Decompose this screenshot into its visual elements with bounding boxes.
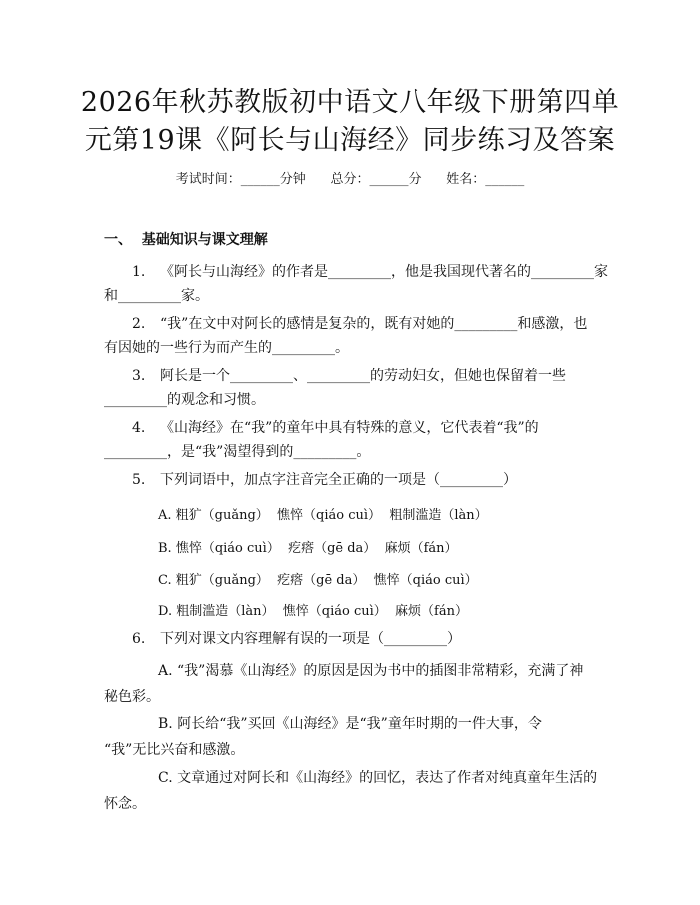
question-text-cont: _________的观念和习惯。 [104, 392, 265, 408]
question-text: 下列词语中，加点字注音完全正确的一项是（_________） [160, 472, 517, 488]
question-6 [104, 627, 594, 651]
question-text-cont: 和_________家。 [104, 288, 209, 304]
q6-option-c [104, 765, 598, 817]
question-number: 4. [132, 420, 146, 436]
question-number: 1. [132, 264, 146, 280]
question-text-cont: _________，是“我”渴望得到的_________。 [104, 444, 371, 460]
option-text-cont: “我”无比兴奋和感激。 [104, 742, 245, 758]
q5-option-c: C. 粗犷（guǎng） 疙瘩（gē da） 憔悴（qiáo cuì） [158, 573, 478, 588]
option-text-cont: 怀念。 [104, 796, 146, 812]
q6-option-b [104, 711, 594, 763]
option-text: A. “我”渴慕《山海经》的原因是因为书中的插图非常精彩，充满了神 [158, 663, 584, 679]
question-number: 6. [132, 631, 146, 647]
question-number: 3. [132, 368, 146, 384]
option-text-cont: 秘色彩。 [104, 689, 160, 705]
q5-option-a: A. 粗犷（guǎng） 憔悴（qiáo cuì） 粗制滥造（làn） [158, 508, 488, 523]
question-text: 《阿长与山海经》的作者是_________，他是我国现代著名的_________家 [160, 264, 608, 280]
q6-option-a [104, 658, 594, 710]
question-number: 2. [132, 316, 146, 332]
section-title: 一、 基础知识与课文理解 [104, 232, 268, 248]
exam-info: 考试时间：______分钟 总分：______分 姓名：______ [175, 172, 525, 187]
question-1 [104, 260, 608, 308]
q5-option-b: B. 憔悴（qiáo cuì） 疙瘩（gē da） 麻烦（fán） [158, 541, 458, 556]
question-text: “我”在文中对阿长的感情是复杂的，既有对她的_________和感激，也 [160, 316, 588, 332]
question-text: 下列对课文内容理解有误的一项是（_________） [160, 631, 461, 647]
question-2 [104, 312, 594, 360]
document-title [60, 84, 640, 160]
question-3 [104, 364, 594, 412]
q5-option-d: D. 粗制滥造（làn） 憔悴（qiáo cuì） 麻烦（fán） [158, 604, 468, 619]
question-text: 《山海经》在“我”的童年中具有特殊的意义，它代表着“我”的 [160, 420, 539, 436]
question-text-cont: 有因她的一些行为而产生的_________。 [104, 340, 349, 356]
option-text: C. 文章通过对阿长和《山海经》的回忆，表达了作者对纯真童年生活的 [158, 770, 598, 786]
option-text: B. 阿长给“我”买回《山海经》是“我”童年时期的一件大事，令 [158, 716, 542, 732]
question-number: 5. [132, 472, 146, 488]
title-line-2: 元第19课《阿长与山海经》同步练习及答案 [84, 125, 616, 156]
question-text: 阿长是一个_________、_________的劳动妇女，但她也保留着一些 [160, 368, 566, 384]
title-line-1: 2026年秋苏教版初中语文八年级下册第四单 [80, 87, 620, 118]
question-4 [104, 416, 594, 464]
question-5 [104, 468, 594, 492]
